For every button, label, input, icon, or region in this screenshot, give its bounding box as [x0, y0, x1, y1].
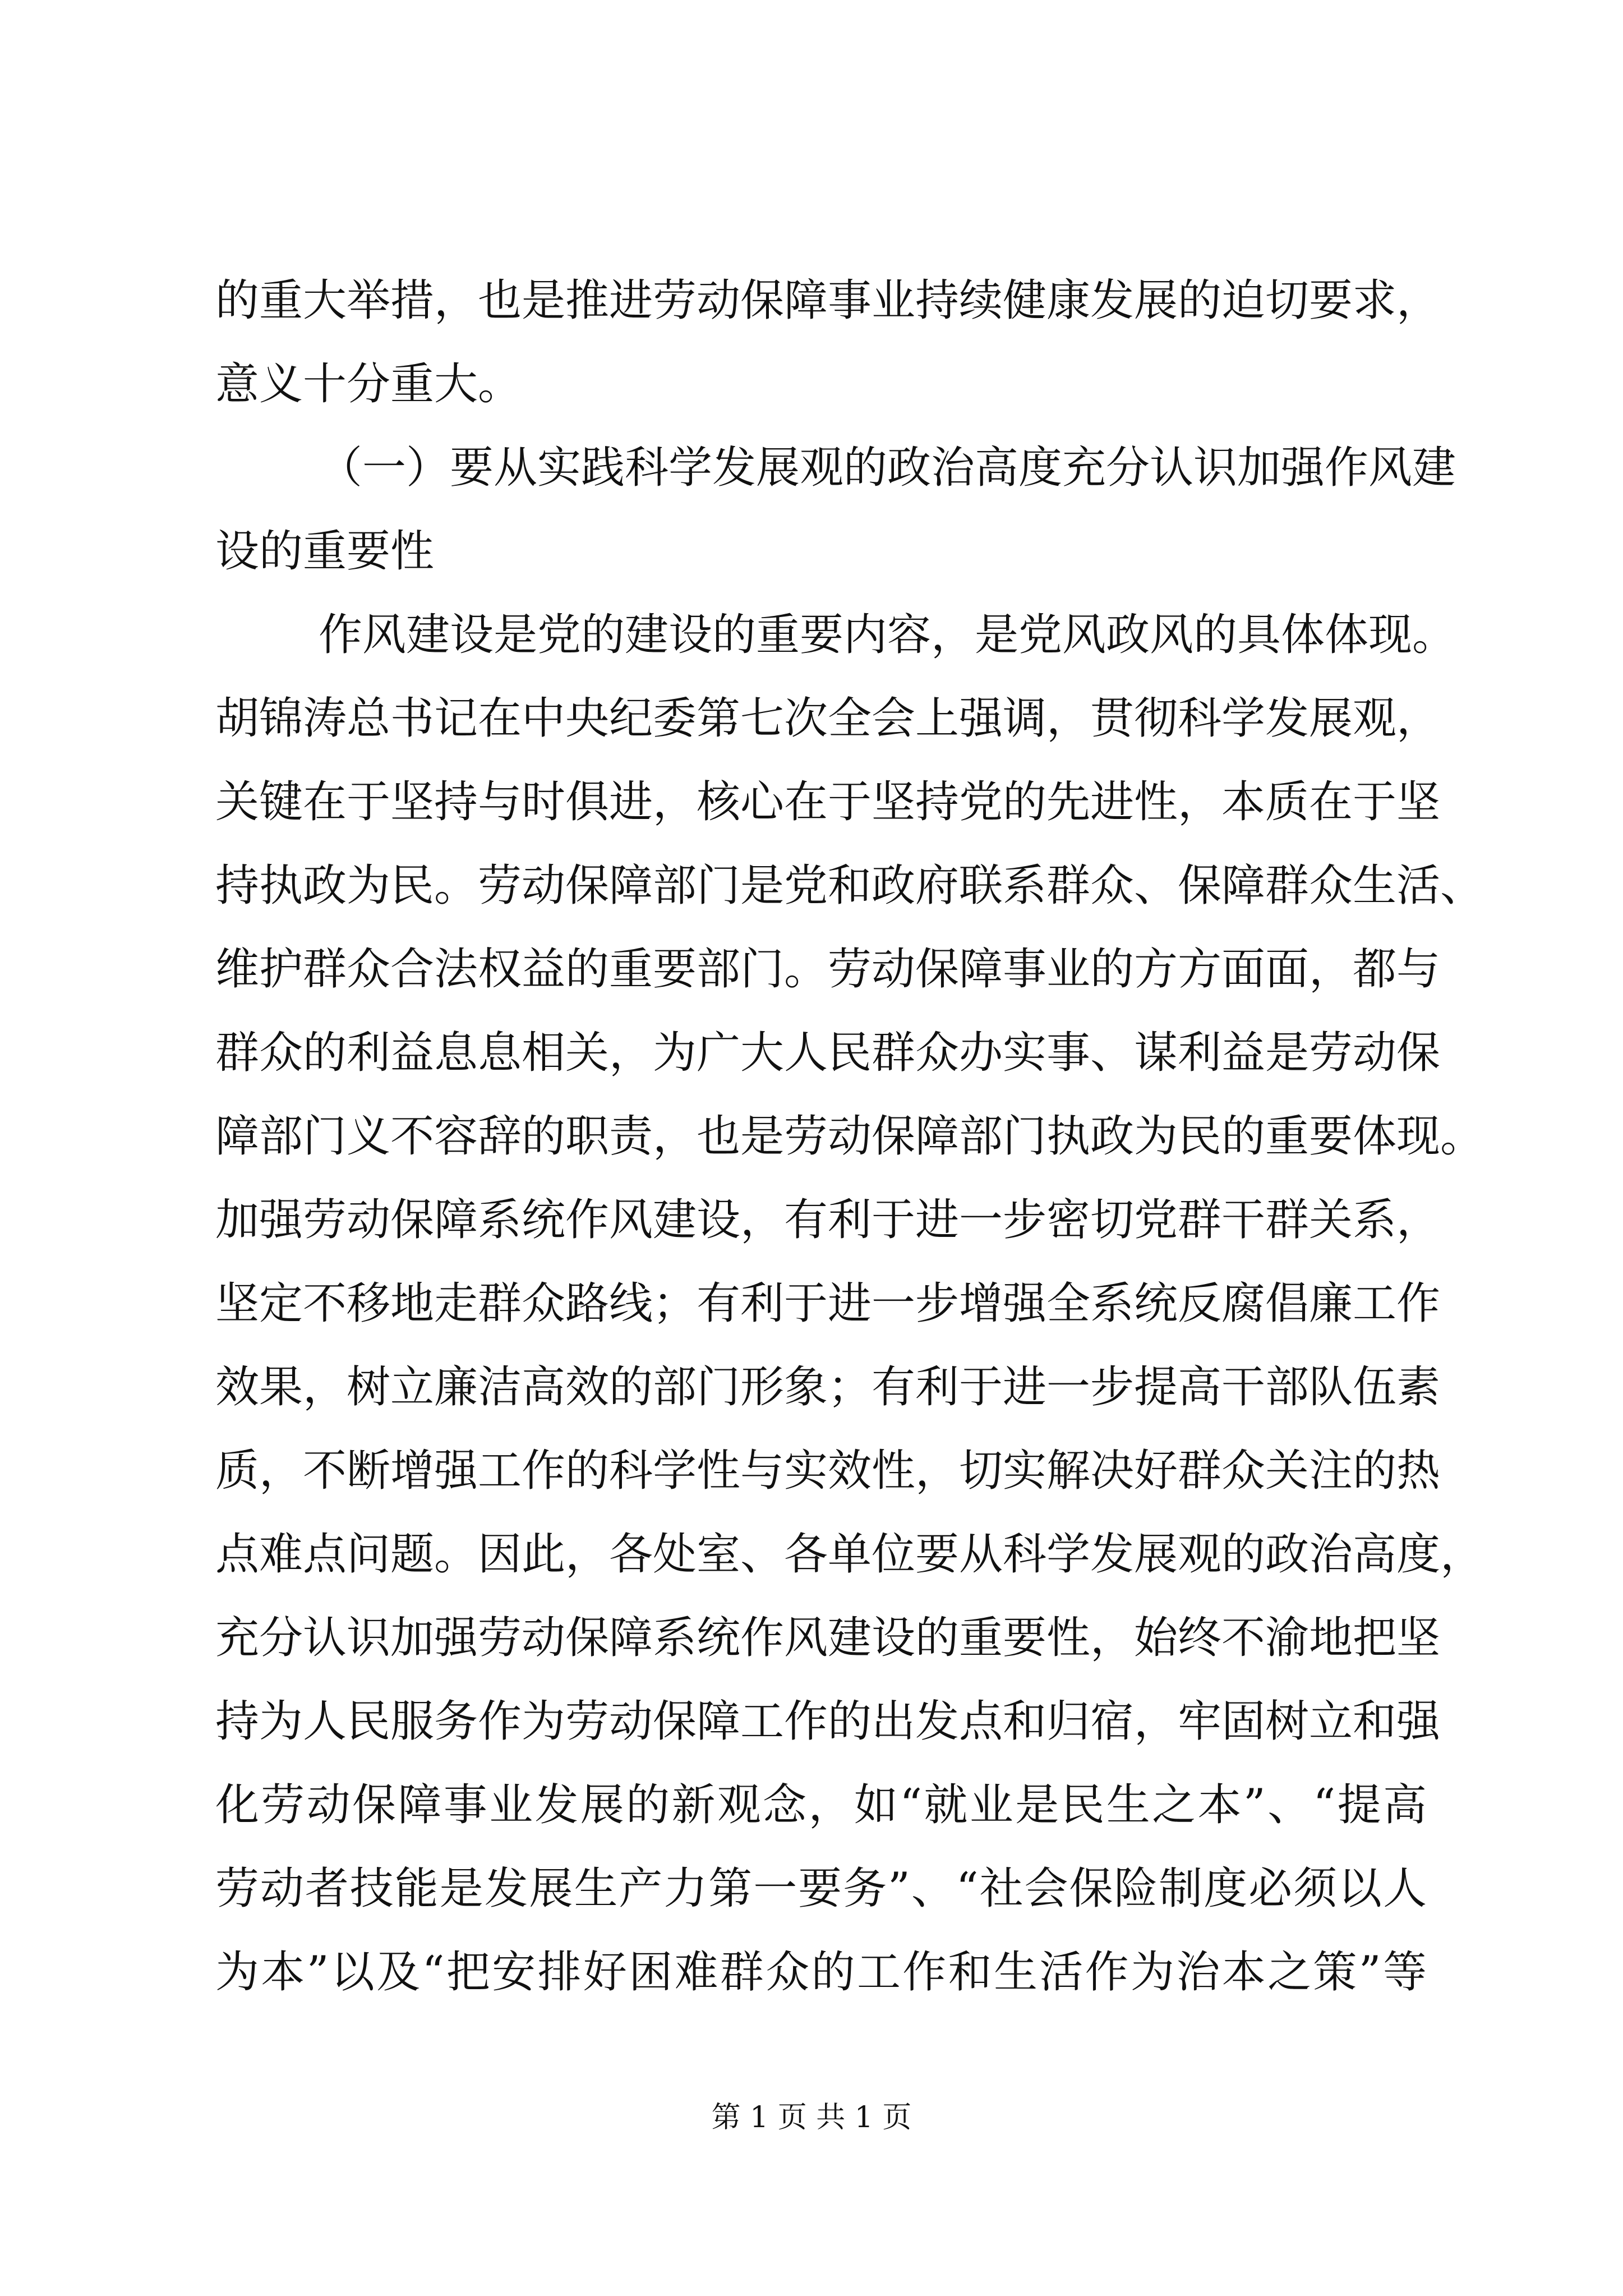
text-line: 的重大举措，也是推进劳动保障事业持续健康发展的迫切要求， [215, 275, 1441, 326]
text-line: 维护群众合法权益的重要部门。劳动保障事业的方方面面，都与 [215, 944, 1441, 995]
text-line: 意义十分重大。 [215, 359, 522, 409]
text-line: 充分认识加强劳动保障系统作风建设的重要性，始终不渝地把坚 [215, 1613, 1441, 1663]
section-heading-continued: 设的重要性 [215, 526, 435, 577]
page-footer: 第 1 页 共 1 页 [711, 2101, 912, 2134]
text-line: 持为人民服务作为劳动保障工作的出发点和归宿，牢固树立和强 [215, 1696, 1441, 1747]
text-line: 坚定不移地走群众路线；有利于进一步增强全系统反腐倡廉工作 [215, 1278, 1441, 1329]
text-line: 胡锦涛总书记在中央纪委第七次全会上强调，贯彻科学发展观， [215, 693, 1441, 744]
text-line: 加强劳动保障系统作风建设，有利于进一步密切党群干群关系， [215, 1195, 1441, 1245]
text-line: 关键在于坚持与时俱进，核心在于坚持党的先进性，本质在于坚 [215, 777, 1441, 827]
text-line: 质，不断增强工作的科学性与实效性，切实解决好群众关注的热 [215, 1446, 1441, 1496]
text-line: 为本”以及“把安排好困难群众的工作和生活作为治本之策”等 [215, 1947, 1427, 1998]
text-line: 障部门义不容辞的职责，也是劳动保障部门执政为民的重要体现。 [215, 1111, 1484, 1162]
text-line: 群众的利益息息相关，为广大人民群众办实事、谋利益是劳动保 [215, 1028, 1441, 1078]
text-line: 点难点问题。因此，各处室、各单位要从科学发展观的政治高度， [215, 1529, 1484, 1580]
text-line: 化劳动保障事业发展的新观念，如“就业是民生之本”、“提高 [215, 1780, 1427, 1830]
section-heading: （一）要从实践科学发展观的政治高度充分认识加强作风建 [319, 443, 1456, 493]
text-line: 劳动者技能是发展生产力第一要务”、“社会保险制度必须以人 [215, 1864, 1427, 1914]
paragraph-first-line: 作风建设是党的建设的重要内容，是党风政风的具体体现。 [319, 610, 1456, 660]
text-line: 持执政为民。劳动保障部门是党和政府联系群众、保障群众生活、 [215, 861, 1484, 911]
body-text [215, 259, 1484, 2014]
text-line: 效果，树立廉洁高效的部门形象；有利于进一步提高干部队伍素 [215, 1362, 1441, 1412]
